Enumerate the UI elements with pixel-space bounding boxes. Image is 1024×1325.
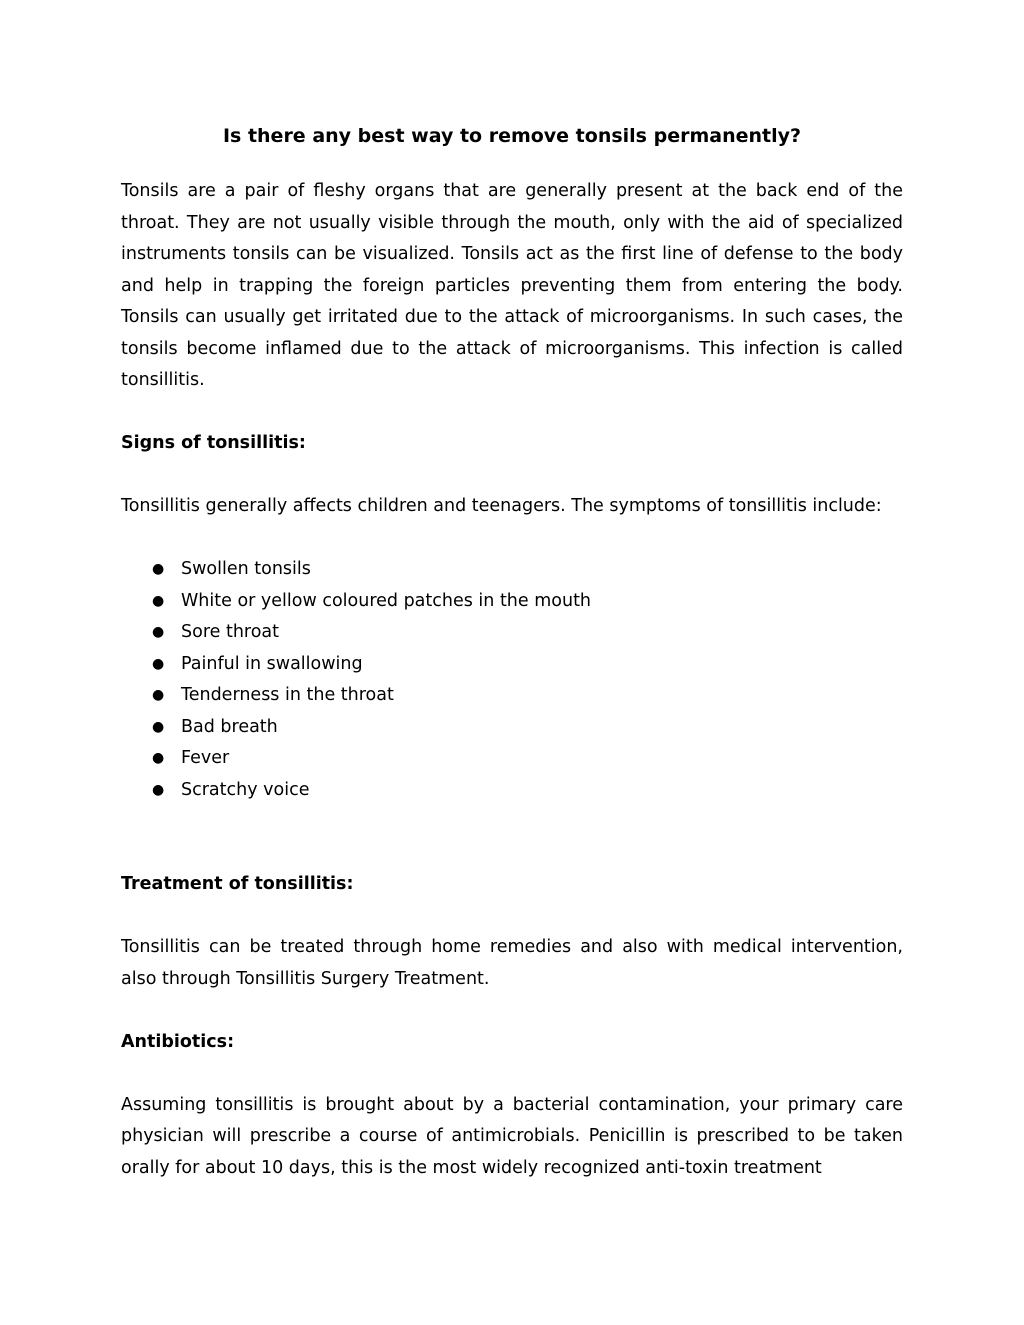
list-item-text: Scratchy voice [181,779,310,800]
spacer [121,1058,903,1090]
spacer [121,806,903,869]
list-item-text: White or yellow coloured patches in the mouth [181,590,592,611]
list-item [121,743,903,775]
bullet-icon: ● [152,655,165,672]
bullet-icon: ● [152,624,165,640]
symptoms-list [121,554,903,806]
spacer [121,397,903,429]
list-item [121,775,903,807]
list-item [121,586,903,618]
bullet-icon: ● [152,781,165,798]
spacer [121,154,903,176]
bullet-icon: ● [152,718,165,735]
list-item-text: Bad breath [181,716,278,737]
spacer [121,901,903,933]
list-item [121,649,903,681]
bullet-icon: ● [152,561,165,577]
signs-heading: Signs of tonsillitis: [121,433,306,453]
list-item [121,554,903,586]
bullet-icon: ● [152,687,165,703]
spacer [121,460,903,492]
antibiotics-paragraph-container [121,1090,903,1184]
treatment-paragraph: Tonsillitis can be treated through home remedies and also with medical intervention, also through Tonsillitis Surgery Treatment. [121,937,903,989]
list-item-text: Fever [181,748,230,768]
bullet-icon: ● [152,750,165,766]
antibiotics-paragraph: Assuming tonsillitis is brought about by a bacterial contamination, your primary care physician will prescribe a course of antimicrobials. Penicillin is prescribed to be taken orally for about 10 days, this is the most widely recognized anti-toxin treatment [121,1094,903,1178]
spacer [121,995,903,1027]
treatment-heading: Treatment of tonsillitis: [121,874,354,894]
document-page [121,118,903,1184]
spacer [121,523,903,555]
intro-paragraph: Tonsils are a pair of fleshy organs that are generally present at the back end of the throat. They are not usually visible through the mouth, only with the aid of specialized instruments tonsils can be visualized. Tonsils act as the first line of defense to the body and help in trapping the foreign particles preventing them from entering the body. Tonsils can usually get irritated due to the attack of microorganisms. In such cases, the tonsils become inflamed due to the attack of microorganisms. This infection is called tonsillitis. [121,181,903,390]
list-item-text: Tenderness in the throat [181,685,394,705]
bullet-icon: ● [152,592,165,609]
document-title: Is there any best way to remove tonsils permanently? [222,125,802,147]
list-item [121,680,903,712]
antibiotics-heading: Antibiotics: [121,1031,235,1052]
list-item [121,617,903,649]
list-item-text: Painful in swallowing [181,653,363,674]
signs-intro-paragraph: Tonsillitis generally affects children and teenagers. The symptoms of tonsillitis include: [121,496,882,516]
list-item-text: Swollen tonsils [181,559,311,579]
list-item [121,712,903,744]
list-item-text: Sore throat [181,622,280,642]
